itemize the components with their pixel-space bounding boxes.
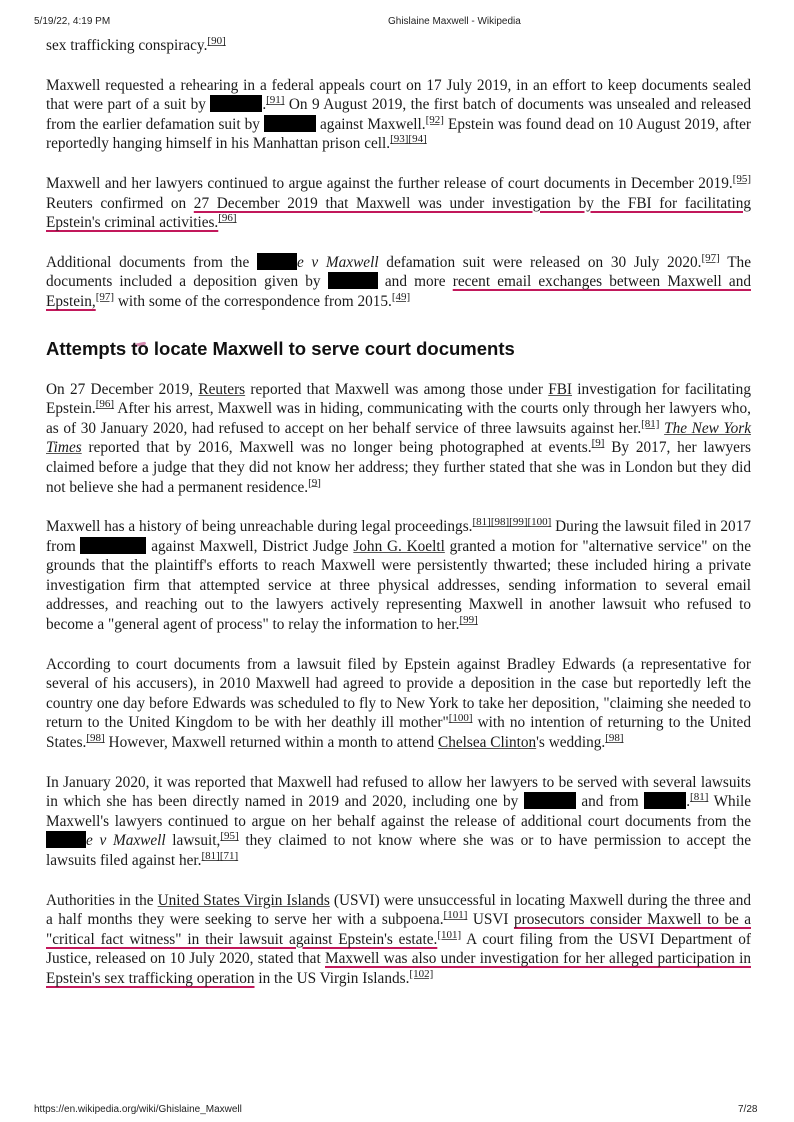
paragraph-2: Maxwell and her lawyers continued to argue against the further release of court documents in December 2019.[95] Reuters confirmed on 27 December 2019 that Maxwell was under investigation by the FBI for facilitating Epstein's criminal activities.[96] (46, 172, 752, 232)
citation[interactable]: [98] (86, 731, 105, 744)
citation[interactable]: [95] (220, 830, 239, 843)
citation[interactable]: [101] (443, 909, 468, 922)
citation[interactable]: [96] (218, 212, 237, 225)
link-fbi[interactable]: FBI (548, 380, 573, 398)
pen-underline-email-exchanges: recent email exchanges between Maxwell and Epstein, (46, 273, 751, 310)
paragraph-0: sex trafficking conspiracy.[90] (46, 34, 226, 54)
redaction-box (524, 792, 576, 809)
print-url: https://en.wikipedia.org/wiki/Ghislaine_Maxwell (34, 1104, 242, 1115)
pen-underline-investigation: Maxwell was also under investigation for her alleged participation in Epstein's sex trafficking operation (46, 950, 751, 987)
paragraph-5: Maxwell has a history of being unreachable during legal proceedings.[81][98][99][100] During the lawsuit filed in 2017 from against Maxwell, District Judge John G. Koeltl granted a motion for "alternative service" on the grounds that the plaintiff's efforts to reach Maxwell were persistently thwarted; these included hiring a private investigation firm that attempted service at three physical addresses, sending information to several email addresses, and reaching out to the lawyers actively representing Maxwell in another lawsuit who refused to become a "general agent of process" to relay the information to her.[99] (46, 516, 751, 634)
print-datetime: 5/19/22, 4:19 PM (34, 16, 111, 27)
citation[interactable]: [81][98][99][100] (472, 516, 552, 528)
paragraph-8: Authorities in the United States Virgin Islands (USVI) were unsuccessful in locating Maxwell during the three and a half months they were seeking to serve her with a subpoena.[101] USVI prosecutors consider Maxwell to be a "critical fact witness" in their lawsuit against Epstein's estate.[101] A court filing from the USVI Department of Justice, released on 10 July 2020, stated that Maxwell was also under investigation for her alleged participation in Epstein's sex trafficking operation in the US Virgin Islands.[102] (46, 891, 752, 987)
citation[interactable]: [95] (732, 172, 751, 185)
citation[interactable]: [96] (95, 398, 115, 411)
link-usvi[interactable]: United States Virgin Islands (157, 891, 330, 909)
redaction-box (264, 115, 316, 132)
pen-underline-fbi-investigation: 27 December 2019 that Maxwell was under investigation by the FBI for facilitating Epstein's criminal activities. (46, 194, 752, 232)
citation[interactable]: [91] (266, 94, 285, 107)
pen-underline-critical-witness: prosecutors consider Maxwell to be a "critical fact witness" in their lawsuit against Epstein's estate. (46, 911, 751, 948)
redaction-box (46, 831, 86, 848)
citation[interactable]: [99] (459, 613, 478, 626)
citation[interactable]: [9] (308, 476, 321, 489)
citation[interactable]: [81][71] (201, 849, 239, 862)
citation[interactable]: [90] (207, 34, 226, 47)
link-john-koeltl[interactable]: John G. Koeltl (353, 537, 445, 555)
citation[interactable]: [49] (391, 290, 411, 303)
redaction-box (210, 95, 262, 112)
redaction-box (328, 272, 378, 289)
section-heading: Attempts to locate Maxwell to serve court documents (46, 337, 515, 359)
citation[interactable]: [92] (425, 113, 444, 126)
paragraph-4: On 27 December 2019, Reuters reported that Maxwell was among those under FBI investigation for facilitating Epstein.[96] After his arrest, Maxwell was in hiding, communicating with the courts only through her lawyers who, as of 30 January 2020, had refused to accept on her behalf service of three lawsuits against her.[81] The New York Times reported that by 2016, Maxwell was no longer being photographed at events.[9] By 2017, her lawyers claimed before a judge that they did not know her address; they further stated that she was in London but they did not believe she had a permanent residence.[9] (46, 380, 752, 496)
paragraph-6: According to court documents from a lawsuit filed by Epstein against Bradley Edwards (a representative for several of his accusers), in 2010 Maxwell had agreed to provide a deposition in the case but reportedly left the country one day before Edwards was scheduled to fly to New York to take her deposition, "claiming she needed to return to the United Kingdom to be with her deathly ill mother"[100] with no intention of returning to the United States.[98] However, Maxwell returned within a month to attend Chelsea Clinton's wedding.[98] (46, 655, 751, 752)
citation[interactable]: [81] (690, 791, 709, 804)
print-page-number: 7/28 (738, 1104, 758, 1115)
paragraph-7: In January 2020, it was reported that Maxwell had refused to allow her lawyers to be served with several lawsuits in which she has been directly named in 2019 and 2020, including one by and from .[81] While Maxwell's lawyers continued to argue on her behalf against the release of additional court documents from the e v Maxwell lawsuit,[95] they claimed to not know where she was or to have permission to accept the lawsuits filed against her.[81][71] (46, 773, 751, 869)
citation[interactable]: [9] (591, 437, 605, 450)
citation[interactable]: [100] (448, 712, 473, 725)
paragraph-3: Additional documents from the e v Maxwell defamation suit were released on 30 July 2020.[97] The documents included a deposition given by and more recent email exchanges between Maxwell and Epstein,[97] with some of the correspondence from 2015.[49] (46, 251, 751, 310)
redaction-box (257, 253, 297, 270)
citation[interactable]: [102] (409, 967, 434, 980)
citation[interactable]: [101] (437, 928, 462, 941)
link-chelsea-clinton[interactable]: Chelsea Clinton (438, 734, 537, 752)
citation[interactable]: [93][94] (390, 133, 427, 146)
redaction-box (644, 792, 686, 809)
citation[interactable]: [97] (95, 290, 115, 303)
citation[interactable]: [97] (701, 251, 720, 264)
redaction-box (80, 537, 146, 554)
citation[interactable]: [98] (605, 731, 624, 744)
article-body (46, 36, 751, 1009)
link-new-york-times[interactable]: The New York Times (46, 419, 751, 457)
print-page-title: Ghislaine Maxwell - Wikipedia (388, 16, 521, 27)
citation[interactable]: [81] (641, 417, 660, 430)
paragraph-1: Maxwell requested a rehearing in a federal appeals court on 17 July 2019, in an effort to keep documents sealed that were part of a suit by .[91] On 9 August 2019, the first batch of documents was unsealed and released from the earlier defamation suit by against Maxwell.[92] Epstein was found dead on 10 August 2019, after reportedly hanging himself in his Manhattan prison cell.[93][94] (46, 76, 752, 153)
link-reuters[interactable]: Reuters (198, 380, 246, 398)
